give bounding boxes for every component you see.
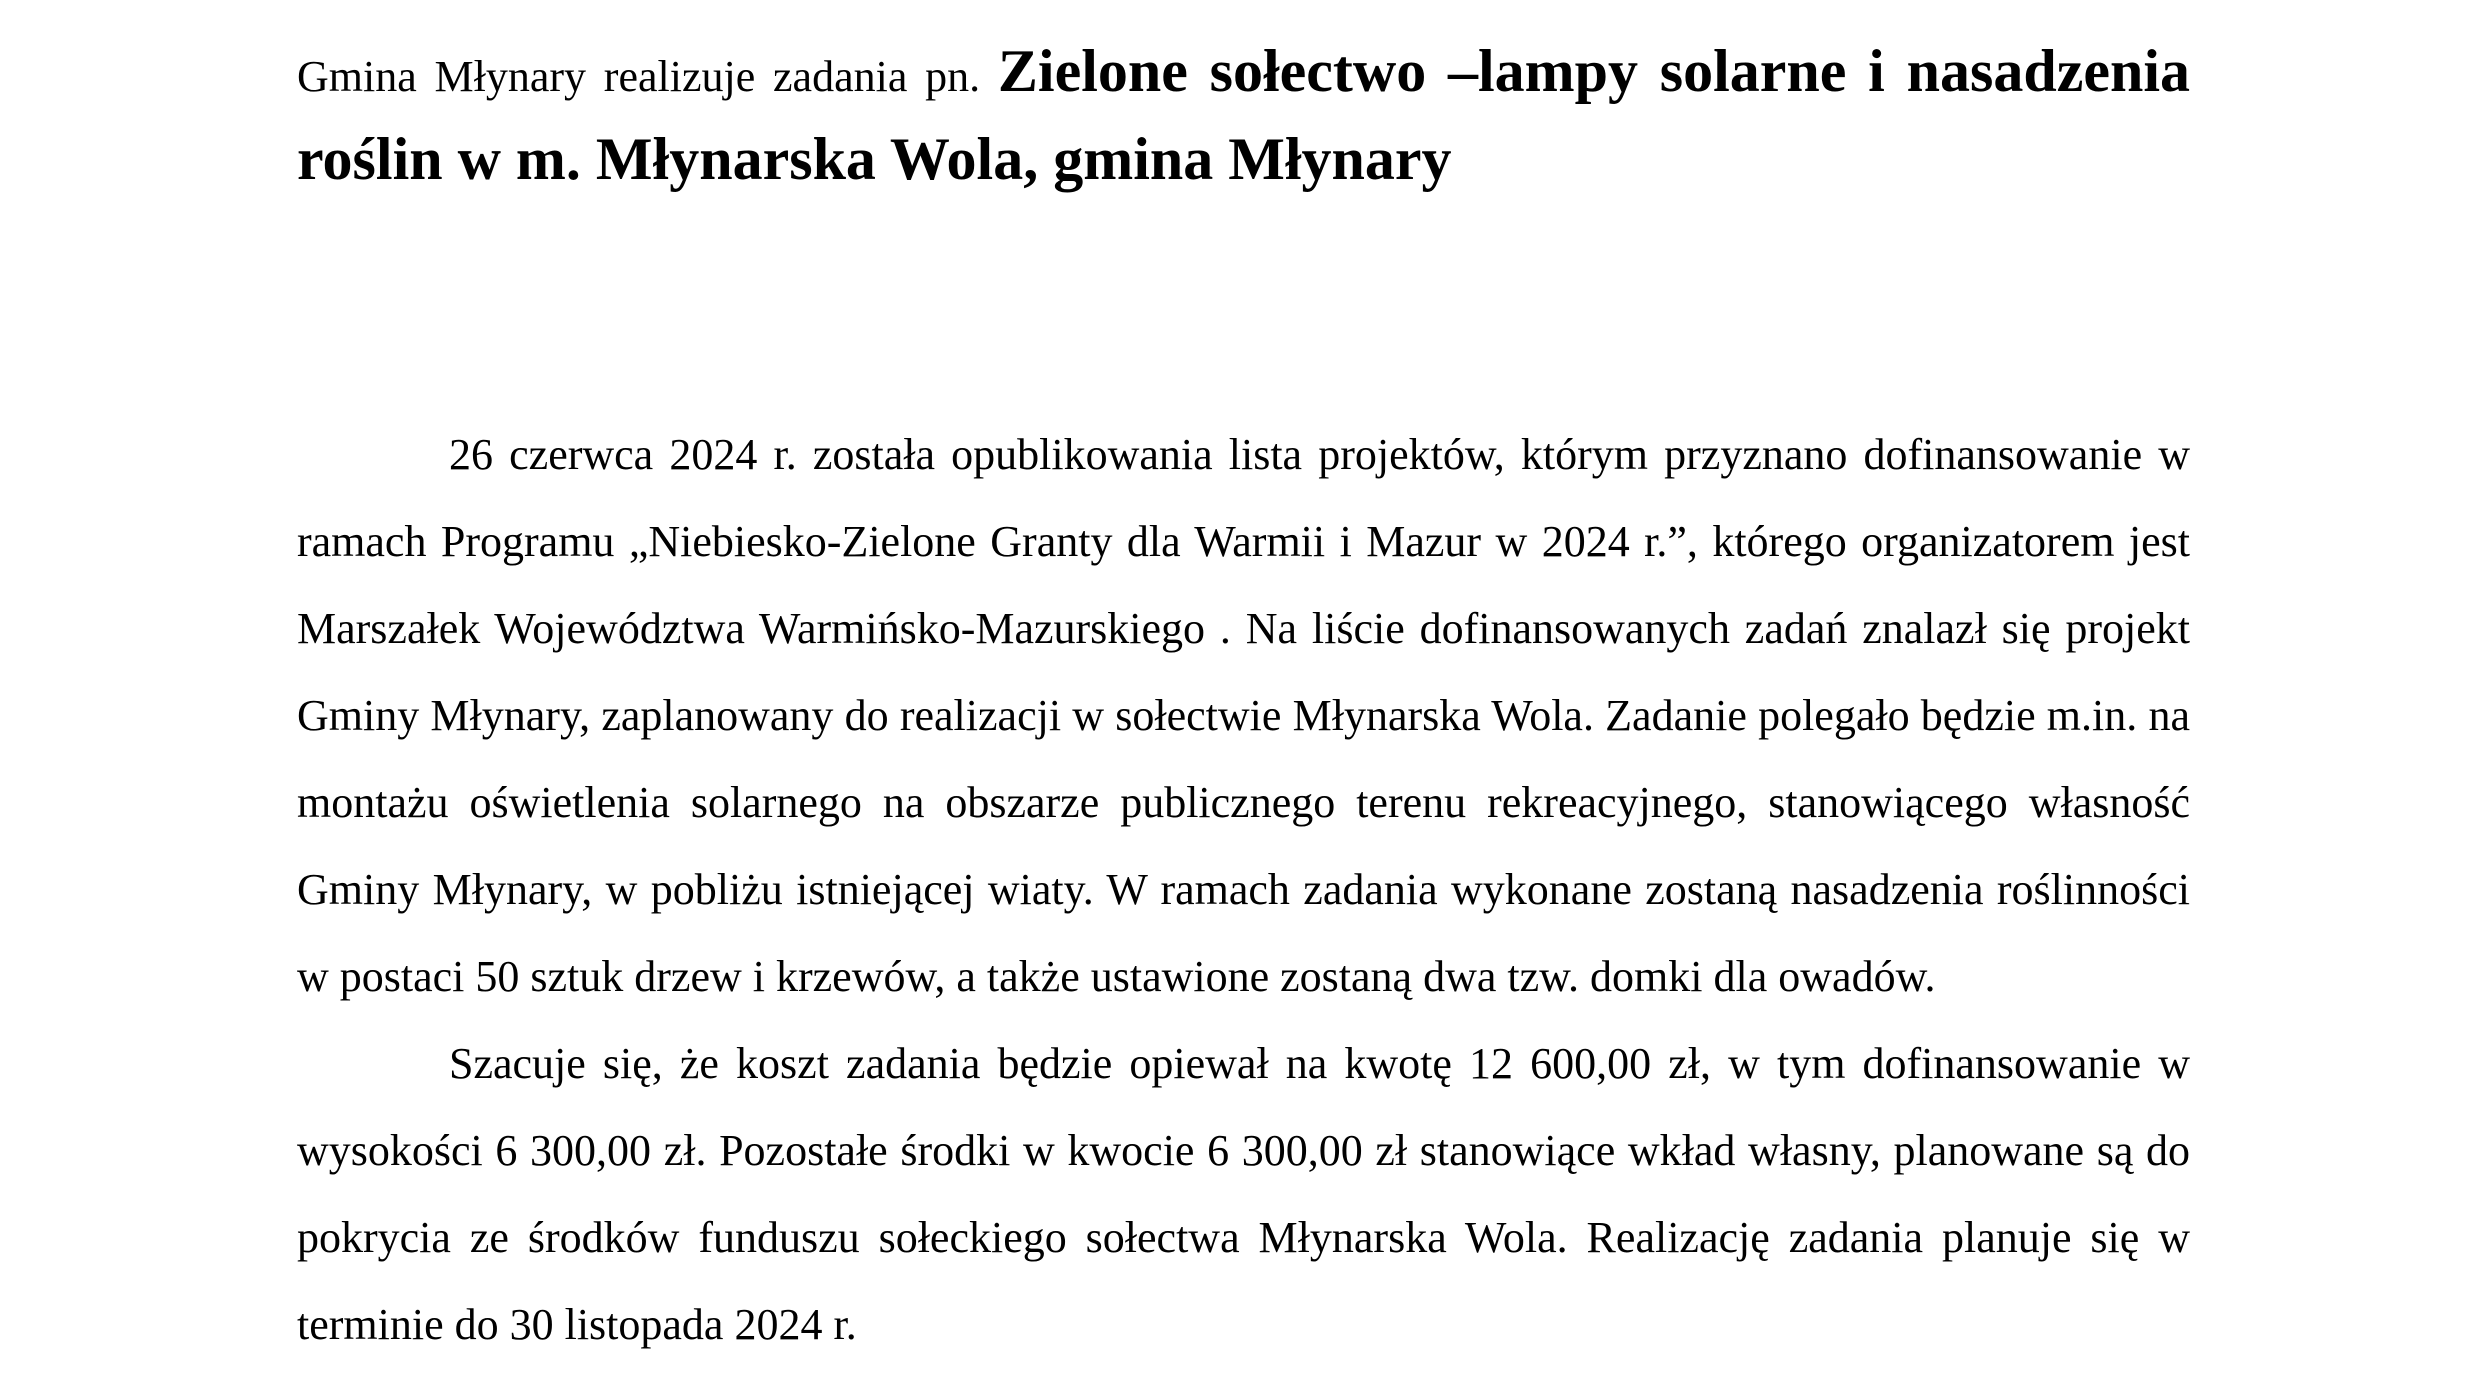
paragraph-announcement: 26 czerwca 2024 r. została opublikowania lista projektów, którym przyznano dofinansowanie w ramach Programu „Niebiesko-Zielone Granty dla Warmii i Mazur w 2024 r.”, którego organizatorem jest Marszałek Województwa Warmińsko-Mazurskiego . Na liście dofinansowanych zadań znalazł się projekt Gminy Młynary, zaplanowany do realizacji w sołectwie Młynarska Wola. Zadanie polegało będzie m.in. na montażu oświetlenia solarnego na obszarze publicznego terenu rekreacyjnego, stanowiącego własność Gminy Młynary, w pobliżu istniejącej wiaty. W ramach zadania wykonane zostaną nasadzenia roślinności w postaci 50 sztuk drzew i krzewów, a także ustawione zostaną dwa tzw. domki dla owadów.: [297, 430, 2190, 1001]
paragraph-cost: Szacuje się, że koszt zadania będzie opiewał na kwotę 12 600,00 zł, w tym dofinansowanie w wysokości 6 300,00 zł. Pozostałe środki w kwocie 6 300,00 zł stanowiące wkład własny, planowane są do pokrycia ze środków funduszu sołeckiego sołectwa Młynarska Wola. Realizację zadania planuje się w terminie do 30 listopada 2024 r.: [297, 1039, 2190, 1349]
document-page: [297, 0, 2190, 1368]
document-heading: [297, 30, 2190, 206]
heading-intro: Gmina Młynary realizuje zadania pn.: [297, 52, 981, 101]
document-body: [297, 411, 2190, 1368]
document-title: Zielone sołectwo –lampy solarne i nasadzenia roślin w m. Młynarska Wola, gmina Młynary: [297, 38, 2191, 192]
